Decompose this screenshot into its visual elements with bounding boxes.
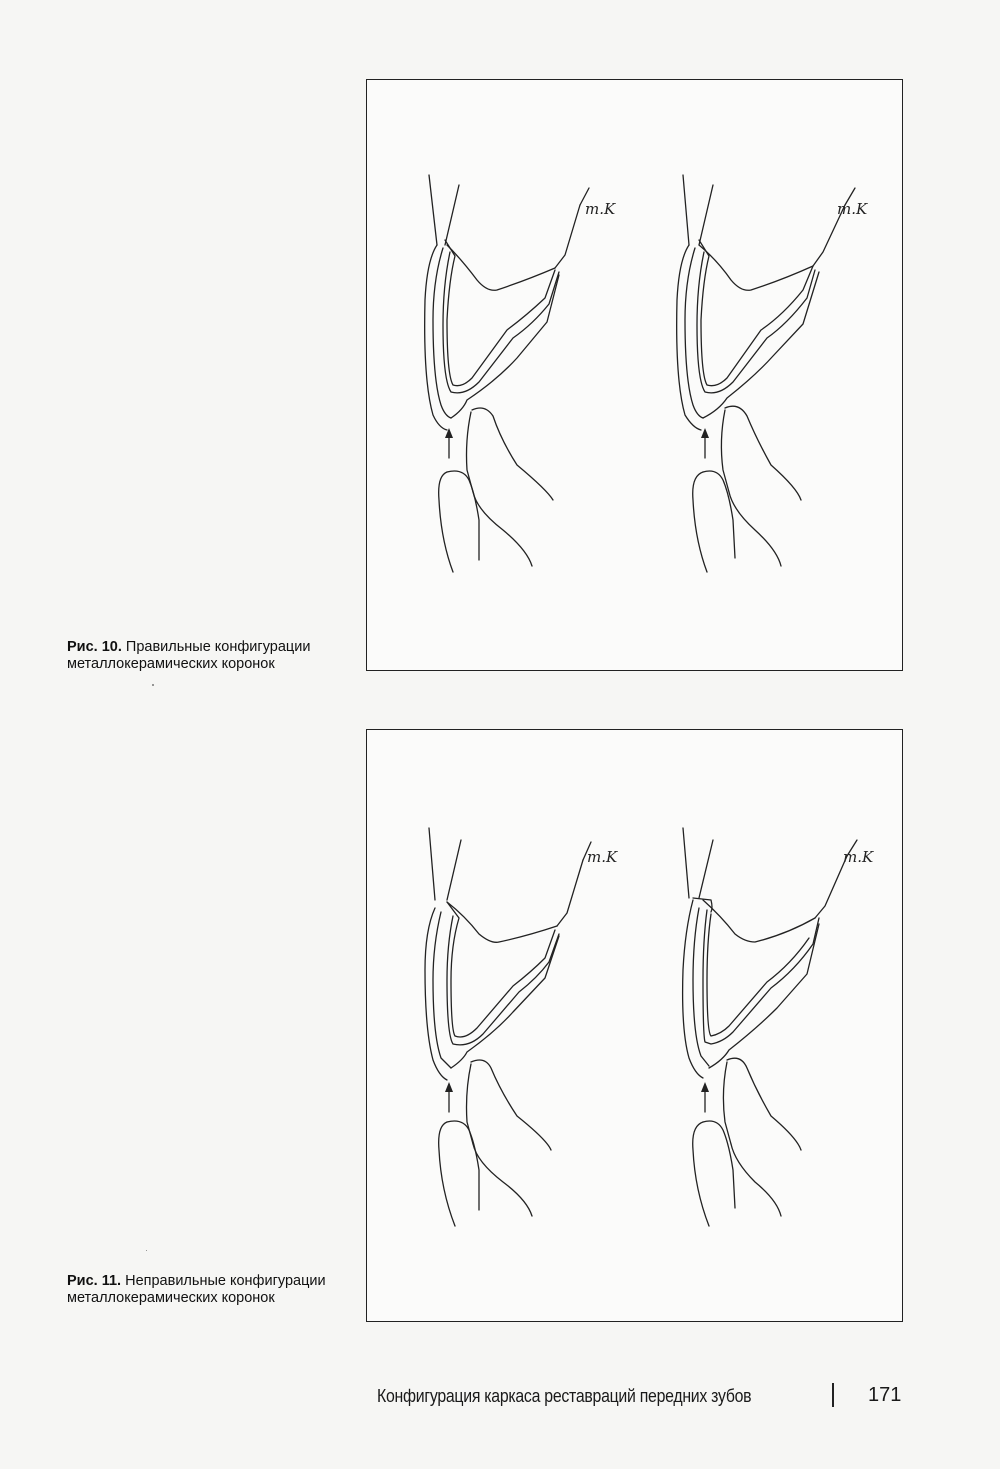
tooth-drawing-left bbox=[425, 828, 618, 1226]
tooth-drawing-left bbox=[425, 175, 616, 572]
figure-10-frame bbox=[366, 79, 903, 671]
scan-speck bbox=[152, 684, 154, 686]
figure-11-drawing bbox=[367, 730, 904, 1323]
figure-11-frame bbox=[366, 729, 903, 1322]
figure-11-caption bbox=[67, 1273, 357, 1307]
figure-10-drawing bbox=[367, 80, 904, 672]
running-footer-title: Конфигурация каркаса реставраций передних зубов bbox=[377, 1386, 752, 1406]
page-number: 171 bbox=[868, 1384, 902, 1406]
figure-11-caption-label: Рис. 11. bbox=[67, 1273, 122, 1289]
figure-11-right-signature: m.K bbox=[843, 848, 874, 866]
scan-speck bbox=[146, 1250, 147, 1251]
figure-10-caption-text: Правильные конфигурации металлокерамических коронок bbox=[67, 639, 311, 672]
figure-10-caption-label: Рис. 10. bbox=[67, 639, 122, 655]
figure-11-left-signature: m.K bbox=[587, 848, 618, 866]
figure-10-left-signature: m.K bbox=[585, 200, 616, 218]
figure-11-caption-text: Неправильные конфигурации металлокерамических коронок bbox=[67, 1273, 326, 1306]
figure-10-caption bbox=[67, 639, 357, 673]
footer-separator bbox=[832, 1383, 834, 1407]
figure-10-right-signature: m.K bbox=[837, 200, 868, 218]
tooth-drawing-right bbox=[677, 175, 868, 572]
tooth-drawing-right bbox=[683, 828, 874, 1226]
